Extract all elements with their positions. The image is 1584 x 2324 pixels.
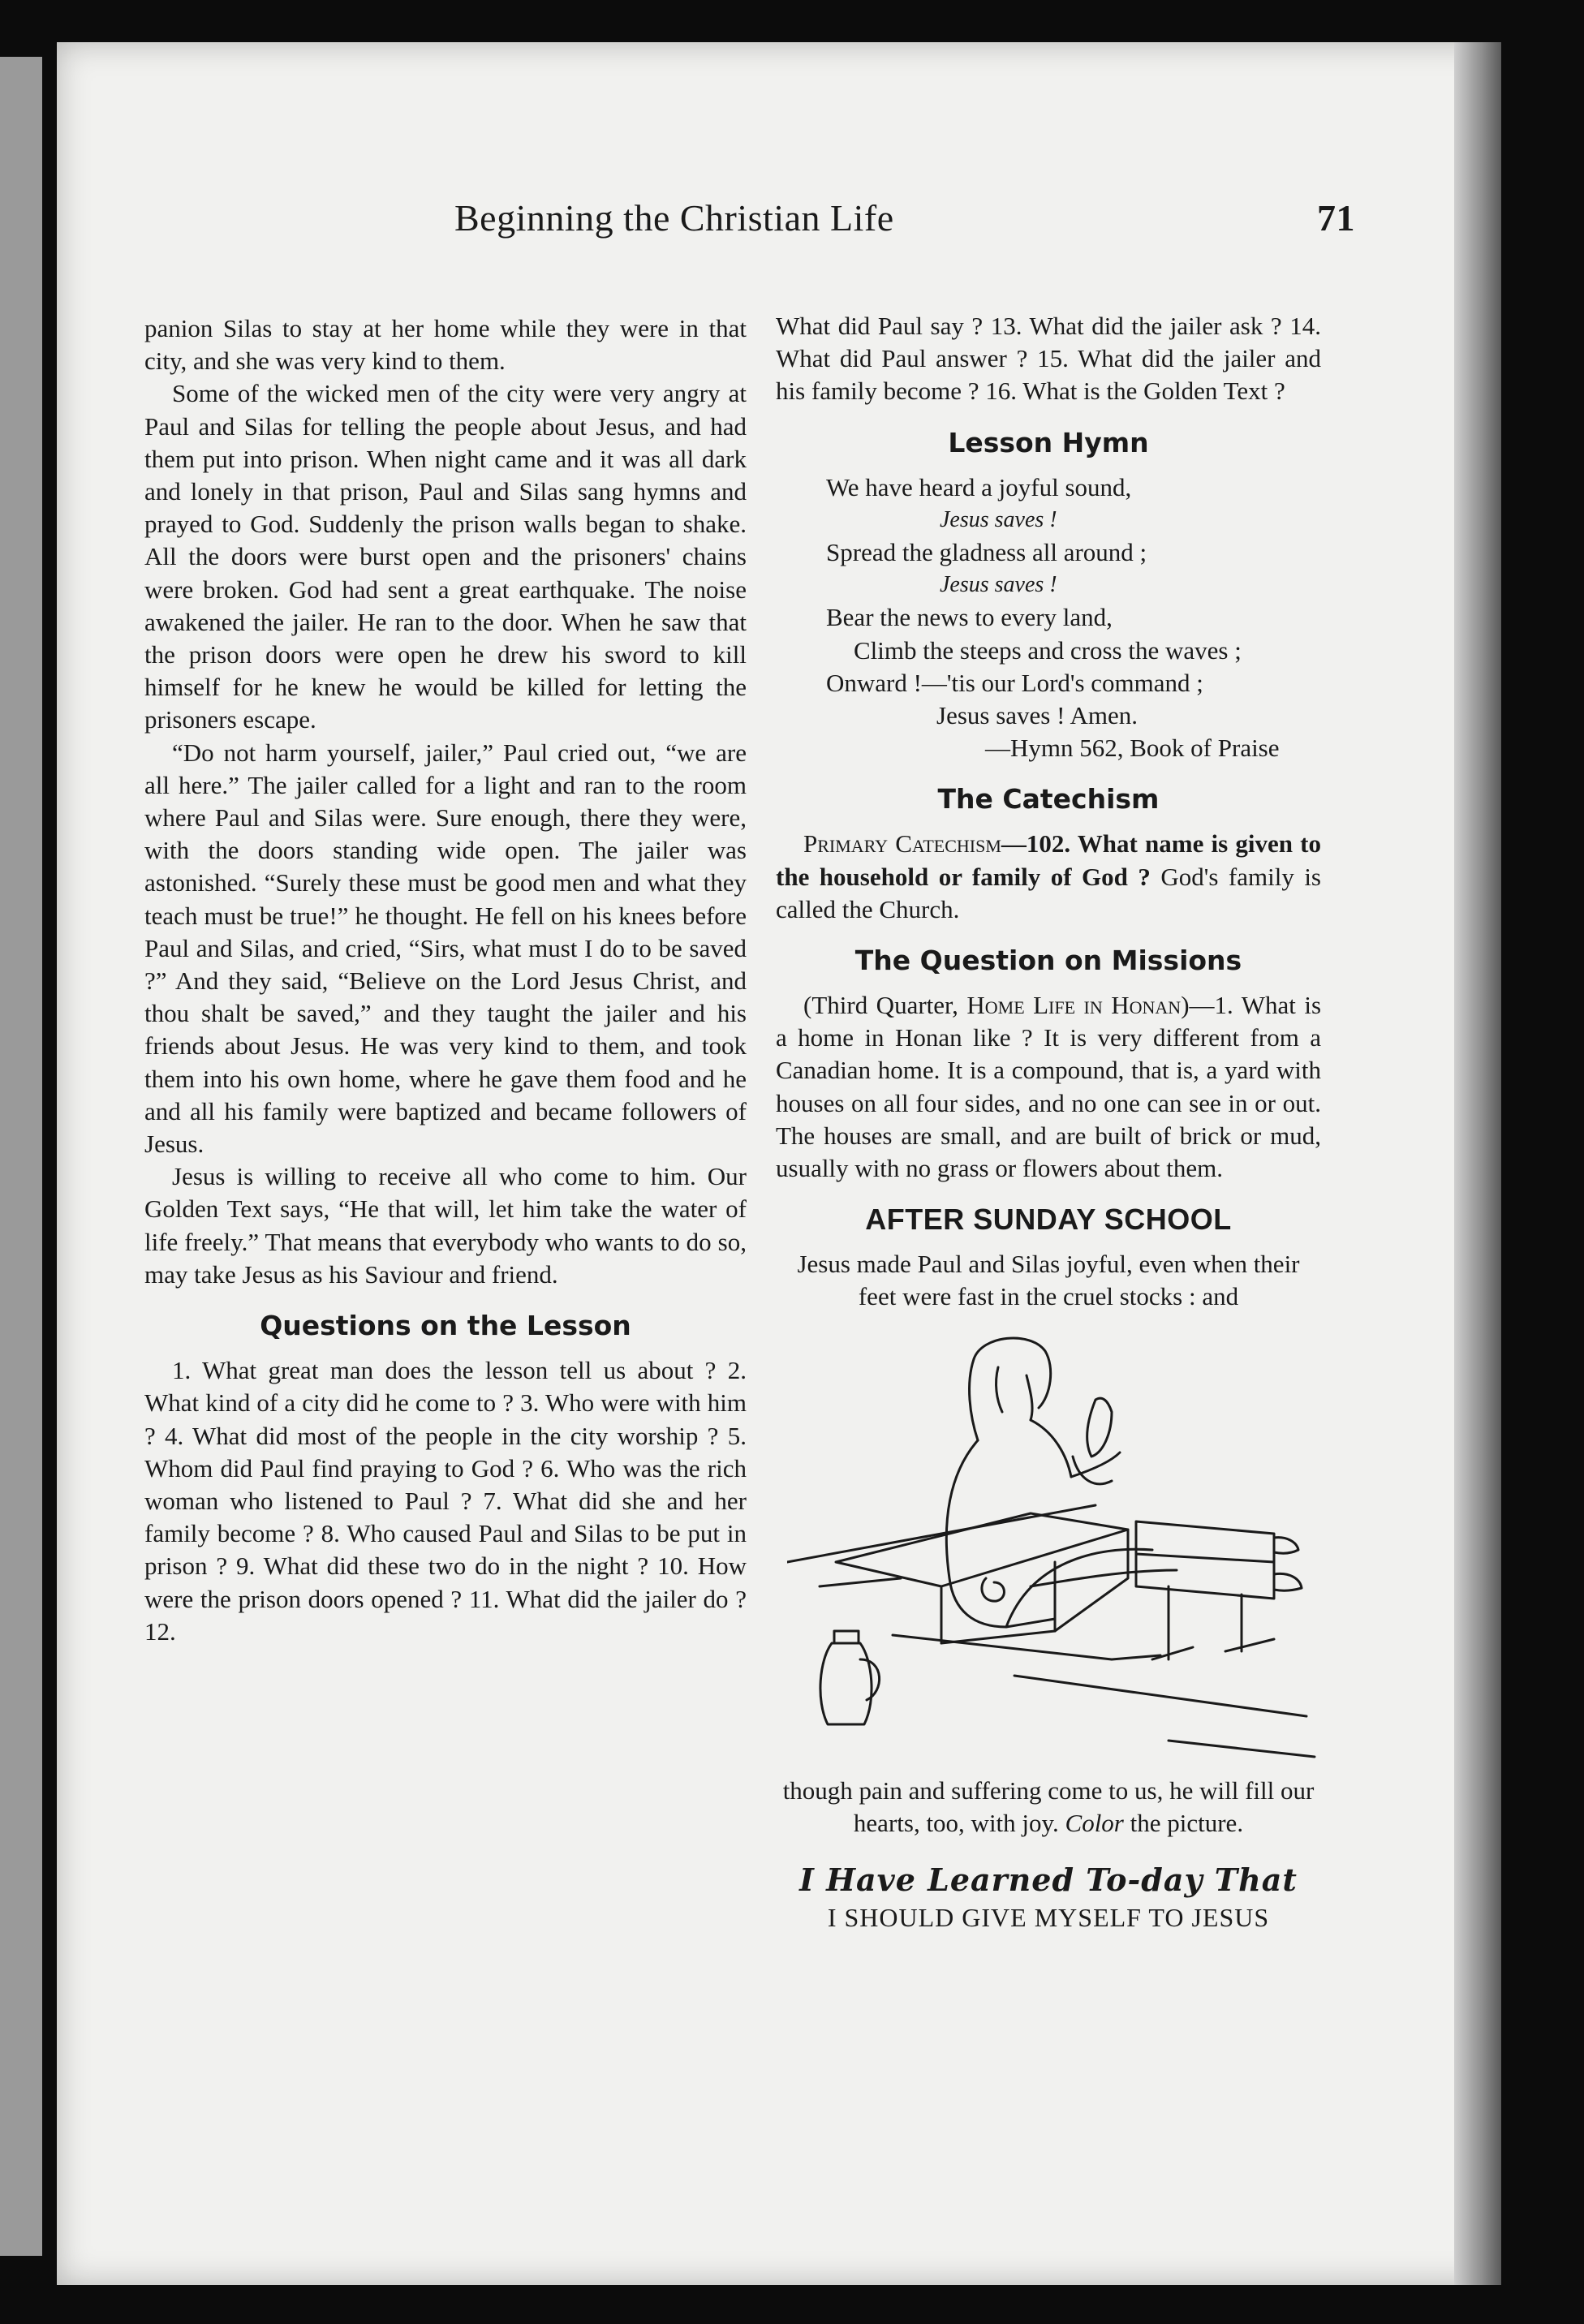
- missions-text: [776, 989, 1321, 1185]
- story-paragraph-1: panion Silas to stay at her home while they were in that city, and she was very kind to them.: [144, 314, 747, 376]
- left-column: [144, 312, 747, 1648]
- running-head: [454, 196, 1355, 239]
- missions-topic: Home Life in Honan: [966, 991, 1182, 1020]
- after-text-end: the picture.: [1123, 1808, 1244, 1837]
- page-edge-shadow: [1454, 42, 1501, 2285]
- after-text-body: though pain and suffering come to us, he will fill our hearts, too, with joy.: [782, 1775, 1315, 1837]
- hymn-verse: [826, 471, 1321, 765]
- color-instruction: Color: [1065, 1808, 1124, 1837]
- motto-text: I SHOULD GIVE MYSELF TO JESUS: [827, 1903, 1270, 1933]
- hymn-line: Spread the gladness all around ;: [826, 538, 1147, 567]
- hymn-line: Bear the news to every land,: [826, 603, 1113, 632]
- praying-figure-illustration: [787, 1319, 1323, 1773]
- after-sunday-school-heading: AFTER SUNDAY SCHOOL: [865, 1203, 1232, 1237]
- catechism-question: —102. What name is given to the household or family of God ?: [776, 829, 1321, 891]
- hymn-refrain: Jesus saves !: [940, 506, 1057, 532]
- story-paragraph-2: Some of the wicked men of the city were very angry at Paul and Silas for telling the people about Jesus, and had them put into prison. When night came and it was all dark and lonely in that prison, Paul and Silas sang hymns and prayed to God. Suddenly the prison walls began to shake. All the doors were burst open and the prisoners' chains were broken. God had sent a great earthquake. The noise awakened the jailer. He ran to the door. When he saw that the prison doors were open he drew his sword to kill himself for he knew he would be killed for letting the prisoners escape.: [144, 379, 747, 734]
- catechism-text: [776, 828, 1321, 926]
- hymn-refrain: Jesus saves !: [940, 572, 1057, 598]
- hymn-line: Onward !—'tis our Lord's command ;: [826, 668, 1203, 697]
- missions-prefix: (Third Quarter,: [803, 991, 958, 1020]
- hymn-attribution: —Hymn 562, Book of Praise: [985, 734, 1280, 763]
- hymn-heading: Lesson Hymn: [948, 426, 1149, 458]
- story-paragraph-4: Jesus is willing to receive all who come to him. Our Golden Text says, “He that will, let him take the water of life freely.” That means that everybody who wants to do so, may take Jesus as his Saviour and friend.: [144, 1162, 747, 1289]
- catechism-answer: God's family is called the Church.: [776, 862, 1321, 923]
- questions-heading: Questions on the Lesson: [260, 1310, 631, 1342]
- motto-heading: I Have Learned To-day That: [799, 1861, 1298, 1899]
- catechism-label: Primary Catechism: [803, 829, 1001, 859]
- page-number: 71: [1317, 197, 1355, 239]
- running-title: Beginning the Christian Life: [454, 197, 894, 239]
- right-column: [776, 310, 1321, 1934]
- missions-body: )—1. What is a home in Honan like ? It is very different from a Canadian home. It is a compound, that is, a yard with houses on all four sides, and no one can see in or out. The houses are small, and are built of brick or mud, usually with no grass or flowers about them.: [776, 991, 1322, 1183]
- previous-page-edge: [0, 57, 42, 2256]
- after-text-closing: [776, 1775, 1321, 1840]
- hymn-line: Jesus saves ! Amen.: [936, 701, 1138, 730]
- hymn-line: We have heard a joyful sound,: [826, 472, 1132, 501]
- questions-text: 1. What great man does the lesson tell us about ? 2. What kind of a city did he come to ? 3. Who were with him ? 4. What did most of the people in the city worship ? 5. Whom did Paul find praying to God ? 6. Who was the rich woman who listened to Paul ? 7. What did she and her family become ? 8. Who caused Paul and Silas to be put in prison ? 9. What did these two do in the night ? 10. How were the prison doors opened ? 11. What did the jailer do ? 12.: [144, 1356, 747, 1646]
- catechism-heading: The Catechism: [937, 783, 1160, 816]
- hymn-line: Climb the steeps and cross the waves ;: [854, 635, 1242, 665]
- missions-heading: The Question on Missions: [854, 945, 1242, 977]
- after-text-intro: Jesus made Paul and Silas joyful, even when their feet were fast in the cruel stocks : and: [797, 1250, 1300, 1311]
- questions-continued: What did Paul say ? 13. What did the jailer ask ? 14. What did Paul answer ? 15. What did the jailer and his family become ? 16. What is the Golden Text ?: [776, 312, 1321, 406]
- story-paragraph-3: “Do not harm yourself, jailer,” Paul cried out, “we are all here.” The jailer called for a light and ran to the room where Paul and Silas were. Sure enough, there they were, with the doors standing wide open. The jailer was astonished. “Surely these must be good men and what they teach must be true!” he thought. He fell on his knees before Paul and Silas, and cried, “Sirs, what must I do to be saved ?” And they said, “Believe on the Lord Jesus Christ, and thou shalt be saved,” and they taught the jailer and his friends about Jesus. He was very kind to them, and took them into his own home, where he gave them food and he and all his family were baptized and became followers of Jesus.: [144, 738, 747, 1159]
